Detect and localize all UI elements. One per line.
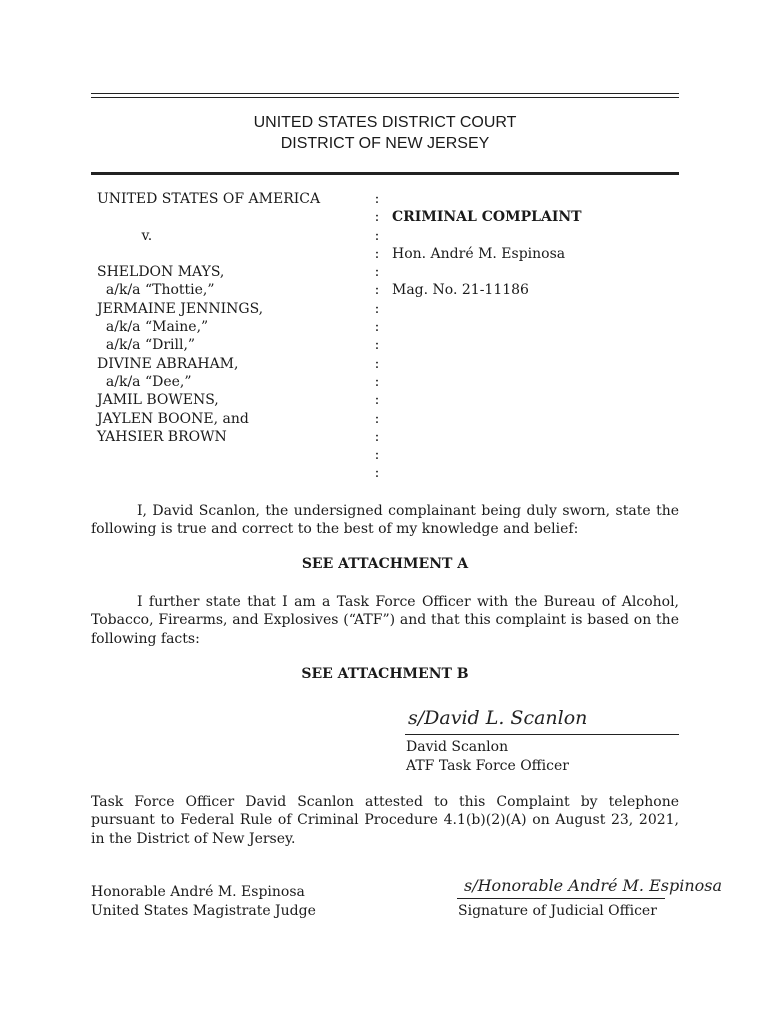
judicial-signature-label: Signature of Judicial Officer: [458, 903, 657, 919]
party-line: UNITED STATES OF AMERICA: [97, 191, 321, 207]
caption-colon: :: [374, 447, 380, 464]
court-name: UNITED STATES DISTRICT COURT: [253, 114, 517, 131]
caption-colon: :: [374, 410, 380, 427]
court-district: DISTRICT OF NEW JERSEY: [280, 135, 490, 152]
caption-colon: :: [374, 428, 380, 445]
attestation-paragraph: Task Force Officer David Scanlon attested to this Complaint by telephone pursuant to Federal Rule of Criminal Procedure 4.1(b)(2)(A) on August 23, 2021, in the District of New Jersey.: [91, 794, 679, 847]
caption-colon: :: [374, 300, 380, 317]
party-line: JAMIL BOWENS,: [97, 392, 219, 409]
caption-colon: :: [374, 337, 380, 354]
complainant-signature-line: [405, 734, 679, 735]
caption-colon: :: [374, 465, 380, 482]
judge-title: United States Magistrate Judge: [91, 903, 316, 919]
caption-colon: :: [374, 319, 380, 336]
party-line: YAHSIER BROWN: [97, 428, 227, 445]
party-line: [97, 245, 320, 263]
attachment-a-heading: SEE ATTACHMENT A: [301, 556, 469, 572]
caption-colon: :: [374, 245, 380, 262]
caption-colon: :: [374, 264, 380, 281]
magistrate-number: Mag. No. 21-11186: [392, 282, 529, 299]
attachment-b-heading: SEE ATTACHMENT B: [301, 666, 469, 682]
judge-name: Honorable André M. Espinosa: [91, 884, 305, 900]
party-line: a/k/a “Dee,”: [97, 373, 192, 390]
caption-colon: :: [374, 392, 380, 409]
caption-colon: :: [374, 282, 380, 299]
caption-colon: :: [374, 209, 380, 226]
complainant-signature: s/David L. Scanlon: [408, 707, 588, 729]
assigned-judge: Hon. André M. Espinosa: [392, 245, 566, 262]
complainant-name: David Scanlon: [406, 739, 509, 755]
caption-colon-column: [372, 190, 382, 483]
party-line: a/k/a “Maine,”: [97, 319, 209, 336]
case-parties: [97, 190, 320, 446]
party-line: DIVINE ABRAHAM,: [97, 355, 239, 372]
complainant-title: ATF Task Force Officer: [406, 758, 569, 774]
judicial-signature: s/Honorable André M. Espinosa: [464, 876, 723, 895]
party-line: v.: [97, 227, 153, 244]
party-line: JERMAINE JENNINGS,: [97, 300, 264, 317]
party-line: [97, 208, 320, 226]
case-info: [392, 190, 582, 300]
party-line: a/k/a “Thottie,”: [97, 282, 215, 299]
party-line: a/k/a “Drill,”: [97, 337, 196, 354]
court-heading: [91, 112, 679, 154]
party-line: SHELDON MAYS,: [97, 264, 225, 281]
sworn-statement-paragraph: I, David Scanlon, the undersigned complainant being duly sworn, state the following is true and correct to the best of my knowledge and belief:: [91, 503, 679, 538]
caption-colon: :: [374, 355, 380, 372]
facts-basis-paragraph: I further state that I am a Task Force Officer with the Bureau of Alcohol, Tobacco, Firearms, and Explosives (“ATF”) and that this complaint is based on the following facts:: [91, 594, 679, 647]
caption-colon: :: [374, 227, 380, 244]
caption-colon: :: [374, 373, 380, 390]
party-line: JAYLEN BOONE, and: [97, 410, 249, 427]
caption-colon: :: [374, 191, 380, 207]
header-double-rule: [91, 93, 679, 98]
header-thick-rule: [91, 172, 679, 175]
document-type: CRIMINAL COMPLAINT: [392, 209, 582, 226]
judicial-signature-line: [457, 898, 665, 899]
